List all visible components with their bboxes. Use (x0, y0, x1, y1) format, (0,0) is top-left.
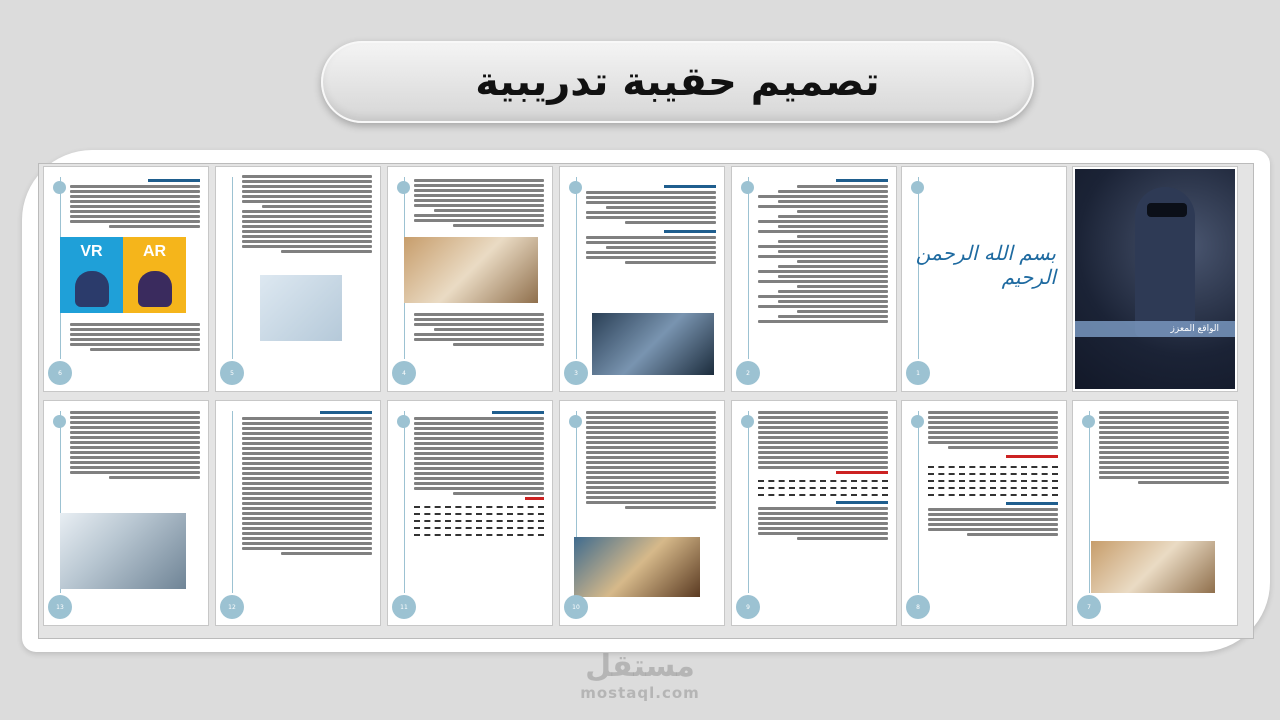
page-marker-dot (911, 415, 924, 428)
page-number: 8 (906, 595, 930, 619)
page-marker-dot (397, 415, 410, 428)
intro-text-block (586, 185, 716, 266)
content-text-block (242, 411, 372, 557)
page-title: تصميم حقيبة تدريبية (475, 59, 880, 105)
vr-user-photo (592, 313, 714, 375)
page-cover[interactable] (1072, 166, 1238, 392)
content-text-block (414, 179, 544, 229)
page-intro[interactable] (559, 166, 725, 392)
page-content-h[interactable] (215, 400, 381, 626)
ar-label: AR (142, 243, 167, 260)
tablet-ar-photo (404, 237, 538, 303)
content-text-block (242, 175, 372, 255)
page-marker-dot (53, 415, 66, 428)
content-text-block (70, 411, 200, 481)
page-content-c[interactable] (1072, 400, 1238, 626)
toc-text-block (758, 179, 888, 325)
page-marker-dot (569, 181, 582, 194)
page-content-e[interactable] (731, 400, 897, 626)
vr-label: VR (80, 243, 103, 260)
page-content-b[interactable] (215, 166, 381, 392)
headset-photo (1091, 541, 1215, 593)
page-content-i[interactable] (43, 400, 209, 626)
page-number: 10 (564, 595, 588, 619)
page-number: 5 (220, 361, 244, 385)
page-number: 12 (220, 595, 244, 619)
page-rule (748, 177, 749, 359)
vr-ar-illustration (60, 237, 186, 313)
cover-label: الواقع المعزز (1075, 321, 1235, 337)
page-number: 7 (1077, 595, 1101, 619)
page-number: 13 (48, 595, 72, 619)
page-number: 2 (736, 361, 760, 385)
content-text-block (414, 411, 544, 541)
page-content-f[interactable] (559, 400, 725, 626)
page-marker-dot (741, 181, 754, 194)
page-rule (1089, 411, 1090, 593)
vr-figure-icon (75, 271, 109, 307)
cover-image (1075, 169, 1235, 389)
page-marker-dot (53, 181, 66, 194)
page-vr-ar[interactable] (43, 166, 209, 392)
watermark-latin: mostaql.com (580, 684, 700, 702)
content-text-block (414, 313, 544, 348)
page-toc[interactable] (731, 166, 897, 392)
watermark-logo (560, 650, 720, 702)
page-rule (918, 411, 919, 593)
page-rule (232, 177, 233, 359)
basmala-calligraphy: بسم الله الرحمن الرحيم (915, 241, 1056, 289)
page-basmala[interactable] (901, 166, 1067, 392)
page-number: 1 (906, 361, 930, 385)
phone-castle-photo (574, 537, 700, 597)
content-text-block (70, 179, 200, 230)
page-marker-dot (1082, 415, 1095, 428)
page-marker-dot (569, 415, 582, 428)
vr-headset-icon (1147, 203, 1187, 217)
page-rule (232, 411, 233, 593)
ar-figure-icon (138, 271, 172, 307)
page-marker-dot (911, 181, 924, 194)
page-number: 3 (564, 361, 588, 385)
page-number: 11 (392, 595, 416, 619)
watermark-arabic: مستقل (585, 649, 695, 684)
page-number: 9 (736, 595, 760, 619)
content-text-block (586, 411, 716, 511)
page-rule (576, 177, 577, 359)
page-number: 4 (392, 361, 416, 385)
page-content-d[interactable] (901, 400, 1067, 626)
page-marker-dot (741, 415, 754, 428)
page-rule (748, 411, 749, 593)
content-text-block (1099, 411, 1229, 486)
page-number: 6 (48, 361, 72, 385)
page-rule (404, 411, 405, 593)
content-text-block (758, 411, 888, 542)
lab-room-photo (60, 513, 186, 589)
content-text-block (70, 323, 200, 353)
page-content-g[interactable] (387, 400, 553, 626)
content-text-block (928, 411, 1058, 538)
page-marker-dot (397, 181, 410, 194)
title-banner (321, 41, 1034, 123)
page-content-a[interactable] (387, 166, 553, 392)
isometric-illustration (260, 275, 342, 341)
